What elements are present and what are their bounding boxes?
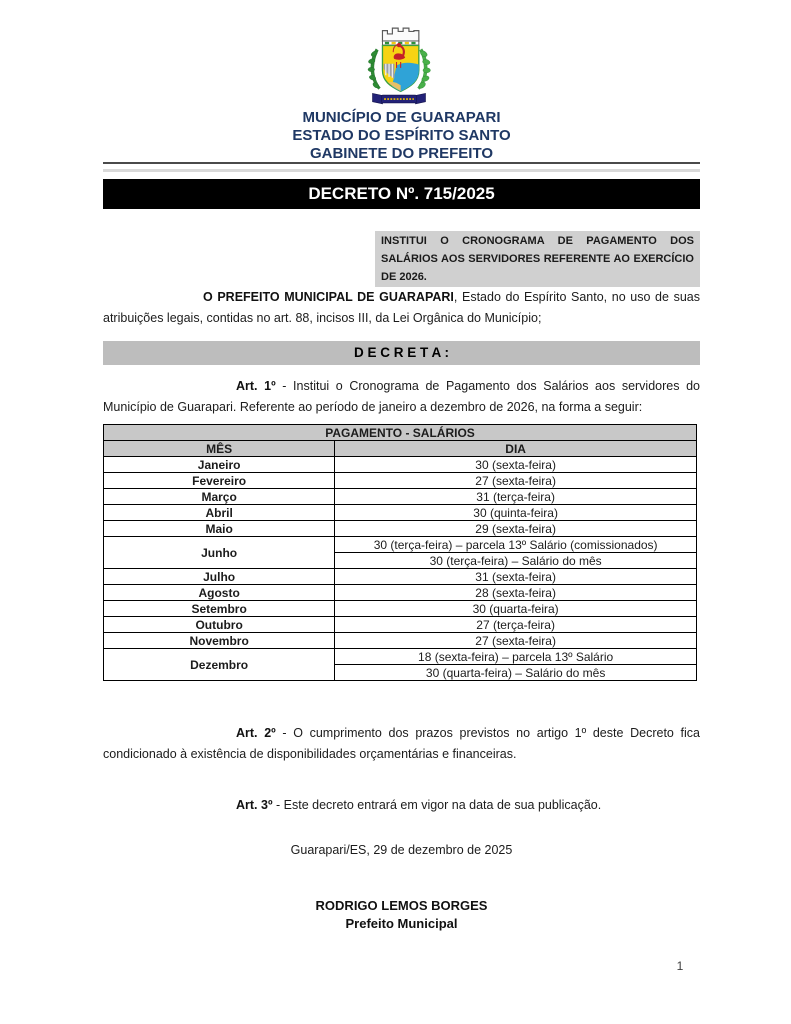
day-cell: 27 (sexta-feira) — [335, 633, 697, 649]
decree-title-bar: DECRETO Nº. 715/2025 — [103, 179, 700, 209]
day-cell: 18 (sexta-feira) – parcela 13º Salário — [335, 649, 697, 665]
page-number: 1 — [676, 959, 684, 973]
table-row — [104, 505, 697, 521]
month-cell: Janeiro — [104, 457, 335, 473]
day-cell: 29 (sexta-feira) — [335, 521, 697, 537]
table-row — [104, 617, 697, 633]
day-cell: 27 (terça-feira) — [335, 617, 697, 633]
day-cell: 30 (quinta-feira) — [335, 505, 697, 521]
month-cell: Maio — [104, 521, 335, 537]
day-cell: 30 (terça-feira) – parcela 13º Salário (comissionados) — [335, 537, 697, 553]
table-row — [104, 569, 697, 585]
motto-ribbon — [373, 93, 426, 103]
day-cell: 28 (sexta-feira) — [335, 585, 697, 601]
article-1 — [103, 376, 700, 417]
table-header-row — [104, 441, 697, 457]
article-3-text: - Este decreto entrará em vigor na data de sua publicação. — [272, 798, 602, 812]
org-line-gabinete: GABINETE DO PREFEITO — [309, 145, 494, 162]
month-cell: Novembro — [104, 633, 335, 649]
preamble-rest: , Estado do Espírito Santo, no uso de suas atribuições legais, contidas no art. 88, incisos III, da Lei Orgânica do Município; — [103, 290, 700, 325]
day-cell: 27 (sexta-feira) — [335, 473, 697, 489]
right-branch — [418, 49, 431, 90]
preamble-bold: O PREFEITO MUNICIPAL DE GUARAPARI — [203, 290, 454, 304]
coat-of-arms-icon — [357, 24, 441, 110]
day-cell: 30 (quarta-feira) – Salário do mês — [335, 665, 697, 681]
article-2-label: Art. 2º — [236, 726, 276, 740]
article-1-label: Art. 1º — [236, 379, 276, 393]
org-line-municipio: MUNICÍPIO DE GUARAPARI — [302, 109, 501, 126]
table-row — [104, 601, 697, 617]
org-header — [103, 109, 700, 163]
month-cell: Dezembro — [104, 649, 335, 681]
article-2 — [103, 723, 700, 764]
day-cell: 30 (sexta-feira) — [335, 457, 697, 473]
signature-title: Prefeito Municipal — [345, 915, 458, 931]
month-cell: Julho — [104, 569, 335, 585]
preamble-paragraph — [103, 287, 700, 328]
month-cell: Outubro — [104, 617, 335, 633]
article-3 — [103, 795, 700, 816]
table-row — [104, 473, 697, 489]
day-cell: 30 (quarta-feira) — [335, 601, 697, 617]
day-cell: 31 (terça-feira) — [335, 489, 697, 505]
article-3-label: Art. 3º — [236, 798, 273, 812]
month-cell: Agosto — [104, 585, 335, 601]
day-cell: 31 (sexta-feira) — [335, 569, 697, 585]
table-row — [104, 489, 697, 505]
month-cell: Fevereiro — [104, 473, 335, 489]
org-line-estado: ESTADO DO ESPÍRITO SANTO — [292, 127, 511, 144]
month-cell: Abril — [104, 505, 335, 521]
table-row — [104, 633, 697, 649]
table-caption-row — [104, 425, 697, 441]
decree-epigraph: INSTITUI O CRONOGRAMA DE PAGAMENTO DOS SALÁRIOS AOS SERVIDORES REFERENTE AO EXERCÍCIO DE 2026. — [375, 231, 700, 287]
table-caption: PAGAMENTO - SALÁRIOS — [104, 425, 697, 441]
table-row — [104, 457, 697, 473]
article-2-text: - O cumprimento dos prazos previstos no artigo 1º deste Decreto fica condicionado à existência de disponibilidades orçamentárias e financeiras. — [103, 726, 700, 761]
column-header-mes: MÊS — [104, 441, 335, 457]
decreta-label-bar: D E C R E T A : — [103, 341, 700, 365]
month-cell: Junho — [104, 537, 335, 569]
left-branch — [368, 49, 380, 90]
signature-name: RODRIGO LEMOS BORGES — [315, 898, 488, 913]
table-row — [104, 521, 697, 537]
day-cell: 30 (terça-feira) – Salário do mês — [335, 553, 697, 569]
month-cell: Março — [104, 489, 335, 505]
header-divider-shadow — [103, 169, 700, 172]
table-row — [104, 649, 697, 665]
table-row — [104, 585, 697, 601]
month-cell: Setembro — [104, 601, 335, 617]
signature-block — [103, 897, 700, 932]
column-header-dia: DIA — [335, 441, 697, 457]
payment-schedule-table — [103, 424, 697, 681]
table-row — [104, 537, 697, 553]
header-divider — [103, 162, 700, 164]
article-1-text: - Institui o Cronograma de Pagamento dos Salários aos servidores do Município de Guarapari. Referente ao período de janeiro a dezembro de 2026, na forma a seguir: — [103, 379, 700, 414]
dateline: Guarapari/ES, 29 de dezembro de 2025 — [290, 843, 513, 857]
